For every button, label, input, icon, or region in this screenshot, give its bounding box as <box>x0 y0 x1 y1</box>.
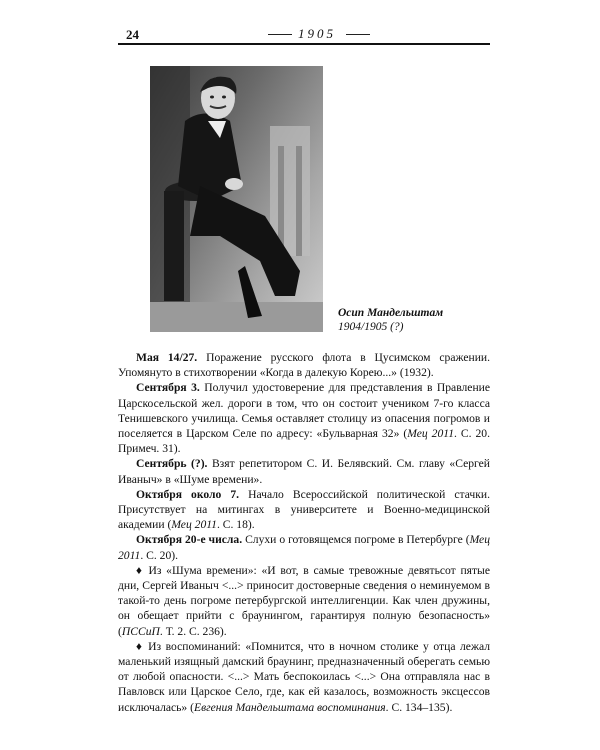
portrait-photo <box>150 66 323 332</box>
quote-reference: Евгения Мандельштама воспоминания <box>194 700 386 714</box>
entry-october-20 <box>118 532 490 562</box>
entry-text: Начало Всероссийской политической стачки. Присутствует на митингах в университете и Военно-медицинской академии ( <box>118 487 491 532</box>
entry-date: Октября 20-е числа. <box>136 533 243 547</box>
page-number: 24 <box>126 27 139 42</box>
entry-text: . С. 20). <box>140 548 179 562</box>
entry-text: . С. 20. Примеч. 31). <box>118 427 490 456</box>
entry-date: Октября около 7. <box>136 487 240 501</box>
entry-reference: Мец 2011 <box>407 427 454 441</box>
quote-memoirs <box>118 639 490 715</box>
entry-october-7 <box>118 487 490 533</box>
entry-may-14 <box>118 350 490 380</box>
quote-text: . С. 134–135). <box>385 700 453 714</box>
header-dash-left <box>268 34 292 35</box>
quote-reference: ПССиП <box>121 624 160 638</box>
entry-text: Взят репетитором С. И. Белявский. См. главу «Сергей Иваныч» в «Шуме времени». <box>118 457 490 486</box>
entry-date: Сентябрь (?). <box>136 457 208 471</box>
photo-caption <box>338 306 443 334</box>
portrait-photo-illustration <box>150 66 323 332</box>
caption-date: 1904/1905 (?) <box>338 321 404 333</box>
entry-september <box>118 456 490 486</box>
entry-reference: Мец 2011 <box>171 518 217 532</box>
entry-text: Получил удостоверение для представления в Правление Царскосельской жел. дороги в том, что он состоит учеником 7-го класса Тенишевского училища. Семья оставляет столицу из опасения погромов и поселяется в Царском Селе по адресу: «Бульварная 32» ( <box>118 381 491 441</box>
quote-text: ♦ Из «Шума времени»: «И вот, в самые тревожные девятьсот пятые дни, Сергей Иваныч <...> приносит достоверные сведения о неминуемом в такой-то день погроме петербургской интеллигенции. Как член дружины, он обещает прийти с браунингом, гарантируя полную безопасность» ( <box>118 563 490 638</box>
entry-date: Сентября 3. <box>136 381 200 395</box>
entry-text: Слухи о готовящемся погроме в Петербурге ( <box>242 533 470 547</box>
page-header <box>118 22 490 46</box>
entry-reference: Мец 2011 <box>118 533 490 562</box>
chronicle-text <box>118 350 490 715</box>
entry-text: . С. 18). <box>216 518 255 532</box>
entry-text: Поражение русского флота в Цусимском сражении. Упомянуто в стихотворении «Когда в далекую Корею...» (1932). <box>118 351 490 380</box>
running-head-year: 1905 <box>298 26 336 41</box>
header-rule <box>118 43 490 45</box>
quote-text: . Т. 2. С. 236). <box>159 624 227 638</box>
entry-september-3 <box>118 380 490 456</box>
entry-date: Мая 14/27. <box>136 351 198 364</box>
caption-name: Осип Мандельштам <box>338 307 444 319</box>
quote-noise-of-time <box>118 563 490 639</box>
quote-text: ♦ Из воспоминаний: «Помнится, что в ночном столике у отца лежал маленький изящный дамский браунинг, предназначенный оберегать семью от любой опасности. <...> Мать беспокоилась <...> Она отправляла нас в Павловск или Царское Село, где, как ей казалось, возможность эксцессов исключалась» ( <box>118 639 490 714</box>
header-dash-right <box>346 34 370 35</box>
